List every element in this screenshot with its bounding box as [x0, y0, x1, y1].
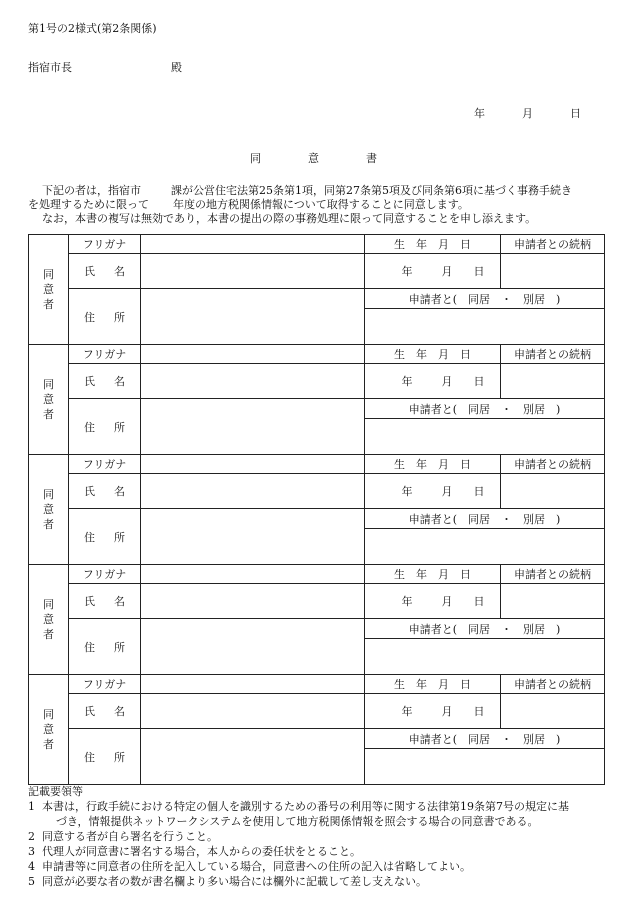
- address-extra: [365, 419, 605, 455]
- consenter-table: [28, 234, 605, 785]
- birth-date-input[interactable]: 年 月 日: [365, 254, 501, 289]
- consenter-row-address-top: [29, 729, 605, 749]
- furigana-label: フリガナ: [69, 455, 141, 474]
- name-label: 氏 名: [69, 254, 141, 289]
- consenter-row-furigana: [29, 345, 605, 364]
- statement-part: を処理するために限って: [28, 198, 149, 211]
- address-label: 住 所: [69, 509, 141, 565]
- statement-part: 課が公営住宅法第25条第1項，同第27条第5項及び同条第6項に基づく事務手続き: [171, 184, 572, 197]
- relation-input[interactable]: [501, 364, 605, 399]
- page-title: [250, 150, 424, 166]
- instruction-item: 3 代理人が同意書に署名する場合，本人からの委任状をとること。: [28, 845, 361, 858]
- birth-date-input[interactable]: 年 月 日: [365, 474, 501, 509]
- name-label: 氏 名: [69, 694, 141, 729]
- birth-date-header: 生 年 月 日: [365, 235, 501, 254]
- consenter-row-furigana: [29, 235, 605, 254]
- birth-date-header: 生 年 月 日: [365, 675, 501, 694]
- furigana-input[interactable]: [141, 565, 365, 584]
- birth-date-input[interactable]: 年 月 日: [365, 364, 501, 399]
- relation-input[interactable]: [501, 474, 605, 509]
- birth-date-header: 生 年 月 日: [365, 455, 501, 474]
- furigana-input[interactable]: [141, 455, 365, 474]
- address-input[interactable]: [141, 619, 365, 675]
- relation-input[interactable]: [501, 694, 605, 729]
- consenter-row-name: [29, 584, 605, 619]
- name-input[interactable]: [141, 254, 365, 289]
- consenter-row-furigana: [29, 565, 605, 584]
- relation-header: 申請者との続柄: [501, 455, 605, 474]
- relation-input[interactable]: [501, 254, 605, 289]
- name-input[interactable]: [141, 474, 365, 509]
- consenter-row-name: [29, 694, 605, 729]
- address-input[interactable]: [141, 399, 365, 455]
- consenter-side-label: 同意者: [29, 235, 69, 345]
- cohabitation-choice[interactable]: 申請者と( 同居 ・ 別居 ): [365, 619, 605, 639]
- cohabitation-choice[interactable]: 申請者と( 同居 ・ 別居 ): [365, 399, 605, 419]
- relation-header: 申請者との続柄: [501, 675, 605, 694]
- furigana-input[interactable]: [141, 675, 365, 694]
- birth-date-input[interactable]: 年 月 日: [365, 694, 501, 729]
- instruction-item-continued: づき，情報提供ネットワークシステムを使用して地方税関係情報を照会する場合の同意書である。: [56, 815, 539, 828]
- furigana-label: フリガナ: [69, 345, 141, 364]
- address-input[interactable]: [141, 509, 365, 565]
- address-input[interactable]: [141, 289, 365, 345]
- address-label: 住 所: [69, 289, 141, 345]
- addressee: 指宿市長: [28, 61, 72, 74]
- address-extra: [365, 639, 605, 675]
- date-year: 年: [474, 107, 485, 120]
- relation-header: 申請者との続柄: [501, 565, 605, 584]
- address-label: 住 所: [69, 729, 141, 785]
- furigana-input[interactable]: [141, 235, 365, 254]
- instruction-item: 4 申請書等に同意者の住所を記入している場合，同意書への住所の記入は省略してよい。: [28, 860, 471, 873]
- instruction-item: 2 同意する者が自ら署名を行うこと。: [28, 830, 218, 843]
- cohabitation-choice[interactable]: 申請者と( 同居 ・ 別居 ): [365, 289, 605, 309]
- name-label: 氏 名: [69, 584, 141, 619]
- name-label: 氏 名: [69, 474, 141, 509]
- date-day: 日: [570, 107, 581, 120]
- birth-date-input[interactable]: 年 月 日: [365, 584, 501, 619]
- consenter-row-address-top: [29, 509, 605, 529]
- consenter-row-name: [29, 364, 605, 399]
- consenter-row-name: [29, 254, 605, 289]
- statement-note: なお，本書の複写は無効であり，本書の提出の際の事務処理に限って同意することを申し添えます。: [42, 212, 537, 225]
- title-char: 同: [250, 152, 261, 165]
- furigana-label: フリガナ: [69, 235, 141, 254]
- address-label: 住 所: [69, 619, 141, 675]
- relation-header: 申請者との続柄: [501, 235, 605, 254]
- relation-input[interactable]: [501, 584, 605, 619]
- consenter-table-body: [29, 235, 605, 785]
- relation-header: 申請者との続柄: [501, 345, 605, 364]
- title-char: 意: [308, 152, 319, 165]
- consenter-side-label: 同意者: [29, 345, 69, 455]
- cohabitation-choice[interactable]: 申請者と( 同居 ・ 別居 ): [365, 509, 605, 529]
- statement-part: 下記の者は，指宿市: [42, 184, 141, 197]
- instructions: [28, 784, 618, 889]
- consenter-side-label: 同意者: [29, 675, 69, 785]
- form-number: 第1号の2様式(第2条関係): [28, 22, 157, 35]
- instruction-item: 1 本書は，行政手続における特定の個人を識別するための番号の利用等に関する法律第19条第7号の規定に基: [28, 800, 569, 813]
- consenter-side-label: 同意者: [29, 565, 69, 675]
- consenter-row-address-top: [29, 619, 605, 639]
- consenter-row-furigana: [29, 675, 605, 694]
- furigana-label: フリガナ: [69, 565, 141, 584]
- consenter-row-address-top: [29, 399, 605, 419]
- address-extra: [365, 749, 605, 785]
- address-label: 住 所: [69, 399, 141, 455]
- name-input[interactable]: [141, 364, 365, 399]
- cohabitation-choice[interactable]: 申請者と( 同居 ・ 別居 ): [365, 729, 605, 749]
- name-input[interactable]: [141, 584, 365, 619]
- consenter-side-label: 同意者: [29, 455, 69, 565]
- furigana-input[interactable]: [141, 345, 365, 364]
- date-month: 月: [522, 107, 533, 120]
- address-input[interactable]: [141, 729, 365, 785]
- name-label: 氏 名: [69, 364, 141, 399]
- consenter-row-furigana: [29, 455, 605, 474]
- statement-part: 年度の地方税関係情報について取得することに同意します。: [173, 198, 469, 211]
- submission-date: [474, 105, 581, 121]
- birth-date-header: 生 年 月 日: [365, 565, 501, 584]
- addressee-honorific: 殿: [171, 61, 182, 74]
- title-char: 書: [366, 152, 377, 165]
- address-extra: [365, 529, 605, 565]
- consenter-row-address-top: [29, 289, 605, 309]
- instructions-heading: 記載要領等: [28, 785, 83, 798]
- consent-statement: [28, 184, 608, 226]
- address-extra: [365, 309, 605, 345]
- instruction-item: 5 同意が必要な者の数が書名欄より多い場合には欄外に記載して差し支えない。: [28, 875, 427, 888]
- name-input[interactable]: [141, 694, 365, 729]
- furigana-label: フリガナ: [69, 675, 141, 694]
- consenter-row-name: [29, 474, 605, 509]
- birth-date-header: 生 年 月 日: [365, 345, 501, 364]
